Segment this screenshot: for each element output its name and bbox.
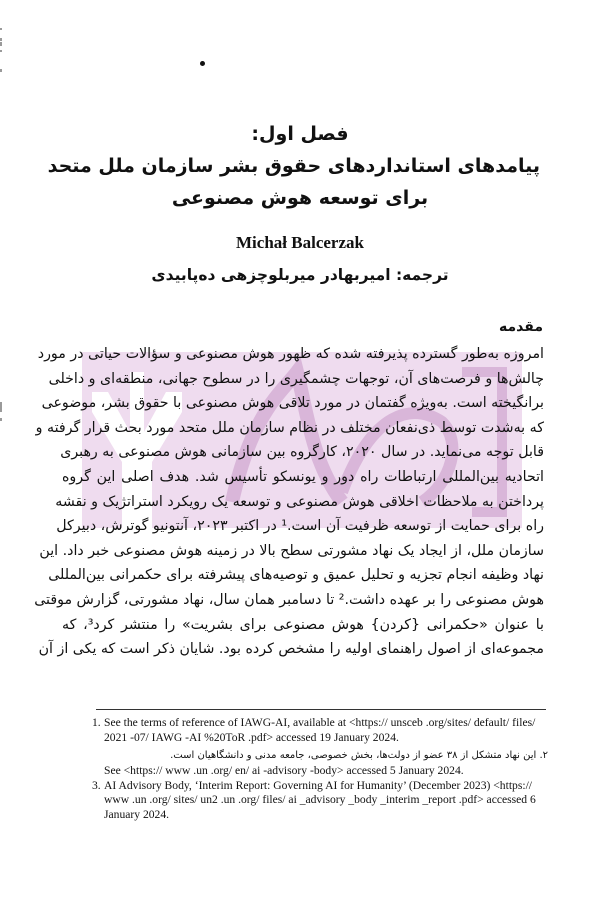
footnote-divider (96, 709, 546, 710)
section-heading: مقدمه (499, 319, 543, 335)
scan-edge-marks (0, 0, 3, 902)
footnote-text: See the terms of reference of IAWG-AI, available at <https:// unsceb .org/sites/ default/ files/ (104, 716, 536, 729)
footnote-1 (92, 716, 548, 745)
body-paragraph (34, 342, 544, 662)
footnote-2-persian: ۲. این نهاد متشکل از ۳۸ عضو از دولت‌ها، بخش خصوصی، جامعه مدنی و دانشگاهیان است. (170, 750, 548, 762)
footnotes (92, 716, 548, 823)
footnote-2-english: See <https:// www .un .org/ en/ ai -advisory -body> accessed 5 January 2024. (104, 764, 464, 778)
footnote-3 (92, 779, 548, 823)
chapter-title-line-1: پیامدهای استانداردهای حقوق بشر سازمان ملل متحد (47, 155, 540, 177)
footnote-text: AI Advisory Body, ‘Interim Report: Governing AI for Humanity’ (December 2023) <https:// (104, 778, 533, 792)
author-name: Michał Balcerzak (236, 233, 364, 252)
body-line: سازمان ملل، از ایجاد یک نهاد مشورتی سطح بالا در زمینه هوش مصنوعی خبر داد. این (39, 542, 544, 559)
footnote-text: www .un .org/ sites/ un2 .un .org/ files/ ai _advisory _body _interim _report .pdf> accessed 6 (104, 793, 536, 807)
body-line: پرداختن به ملاحظات اخلاقی هوش مصنوعی و توسعه یک رویکرد استراتژیک و نقشه (55, 493, 544, 510)
body-line: امروزه به‌طور گسترده پذیرفته شده که ظهور هوش مصنوعی و سؤالات حیاتی در مورد (37, 346, 544, 362)
footnote-text: 2021 -07/ IAWG -AI %20ToR .pdf> accessed 19 January 2024. (104, 730, 399, 744)
body-line: با عنوان «حکمرانی {کردن} هوش مصنوعی برای بشریت» را منتشر کرد³، که (62, 616, 544, 633)
translator-credit: ترجمه: امیربهادر میربلوچزهی ده‌پابیدی (151, 266, 449, 284)
body-line: اتحادیه بین‌المللی ارتباطات راه دور و یونسکو تأسیس شد. هدف اصلی این گروه (62, 468, 544, 485)
body-line: قابل توجه می‌نماید. در سال ۲۰۲۰، کارگروه بین سازمانی هوش مصنوعی به رهبری (60, 444, 544, 461)
body-line: راه برای حمایت از توسعه ظرفیت آن است.¹ در اکتبر ۲۰۲۳، آنتونیو گوترش، دبیرکل (56, 518, 544, 535)
footnote-number: 1. (92, 716, 101, 729)
page-dot-mark (200, 61, 205, 66)
chapter-label: فصل اول: (251, 123, 349, 145)
chapter-title (47, 118, 540, 214)
body-line: نهاد وظیفه انجام تجزیه و تحلیل عمیق و توصیه‌های پیشرفته برای حکمرانی بین‌المللی (48, 567, 544, 584)
body-line: مجموعه‌ای از اصول راهنمای اولیه را مشخص کرده بود. شایان ذکر است که یکی از آن (38, 641, 544, 658)
body-line: برانگیخته است. به‌ویژه گفتمان در مورد تلاقی هوش مصنوعی با حقوق بشر، موضوعی (41, 395, 544, 412)
body-line: که به‌شدت توسط ذی‌نفعان مختلف در نظام سازمان ملل متحد مورد بحث قرار گرفته و (35, 419, 544, 436)
chapter-title-line-2: برای توسعه هوش مصنوعی (171, 187, 429, 209)
footnote-text: January 2024. (104, 807, 170, 821)
body-line: هوش مصنوعی را بر عهده داشت.² تا دسامبر همان سال، نهاد مشورتی، گزارش موقتی (34, 591, 544, 608)
body-line: چالش‌ها و فرصت‌های آن، توجهات چشمگیری را در سطوح جهانی، منطقه‌ای و داخلی (48, 370, 544, 387)
footnote-number: 3. (92, 778, 101, 792)
